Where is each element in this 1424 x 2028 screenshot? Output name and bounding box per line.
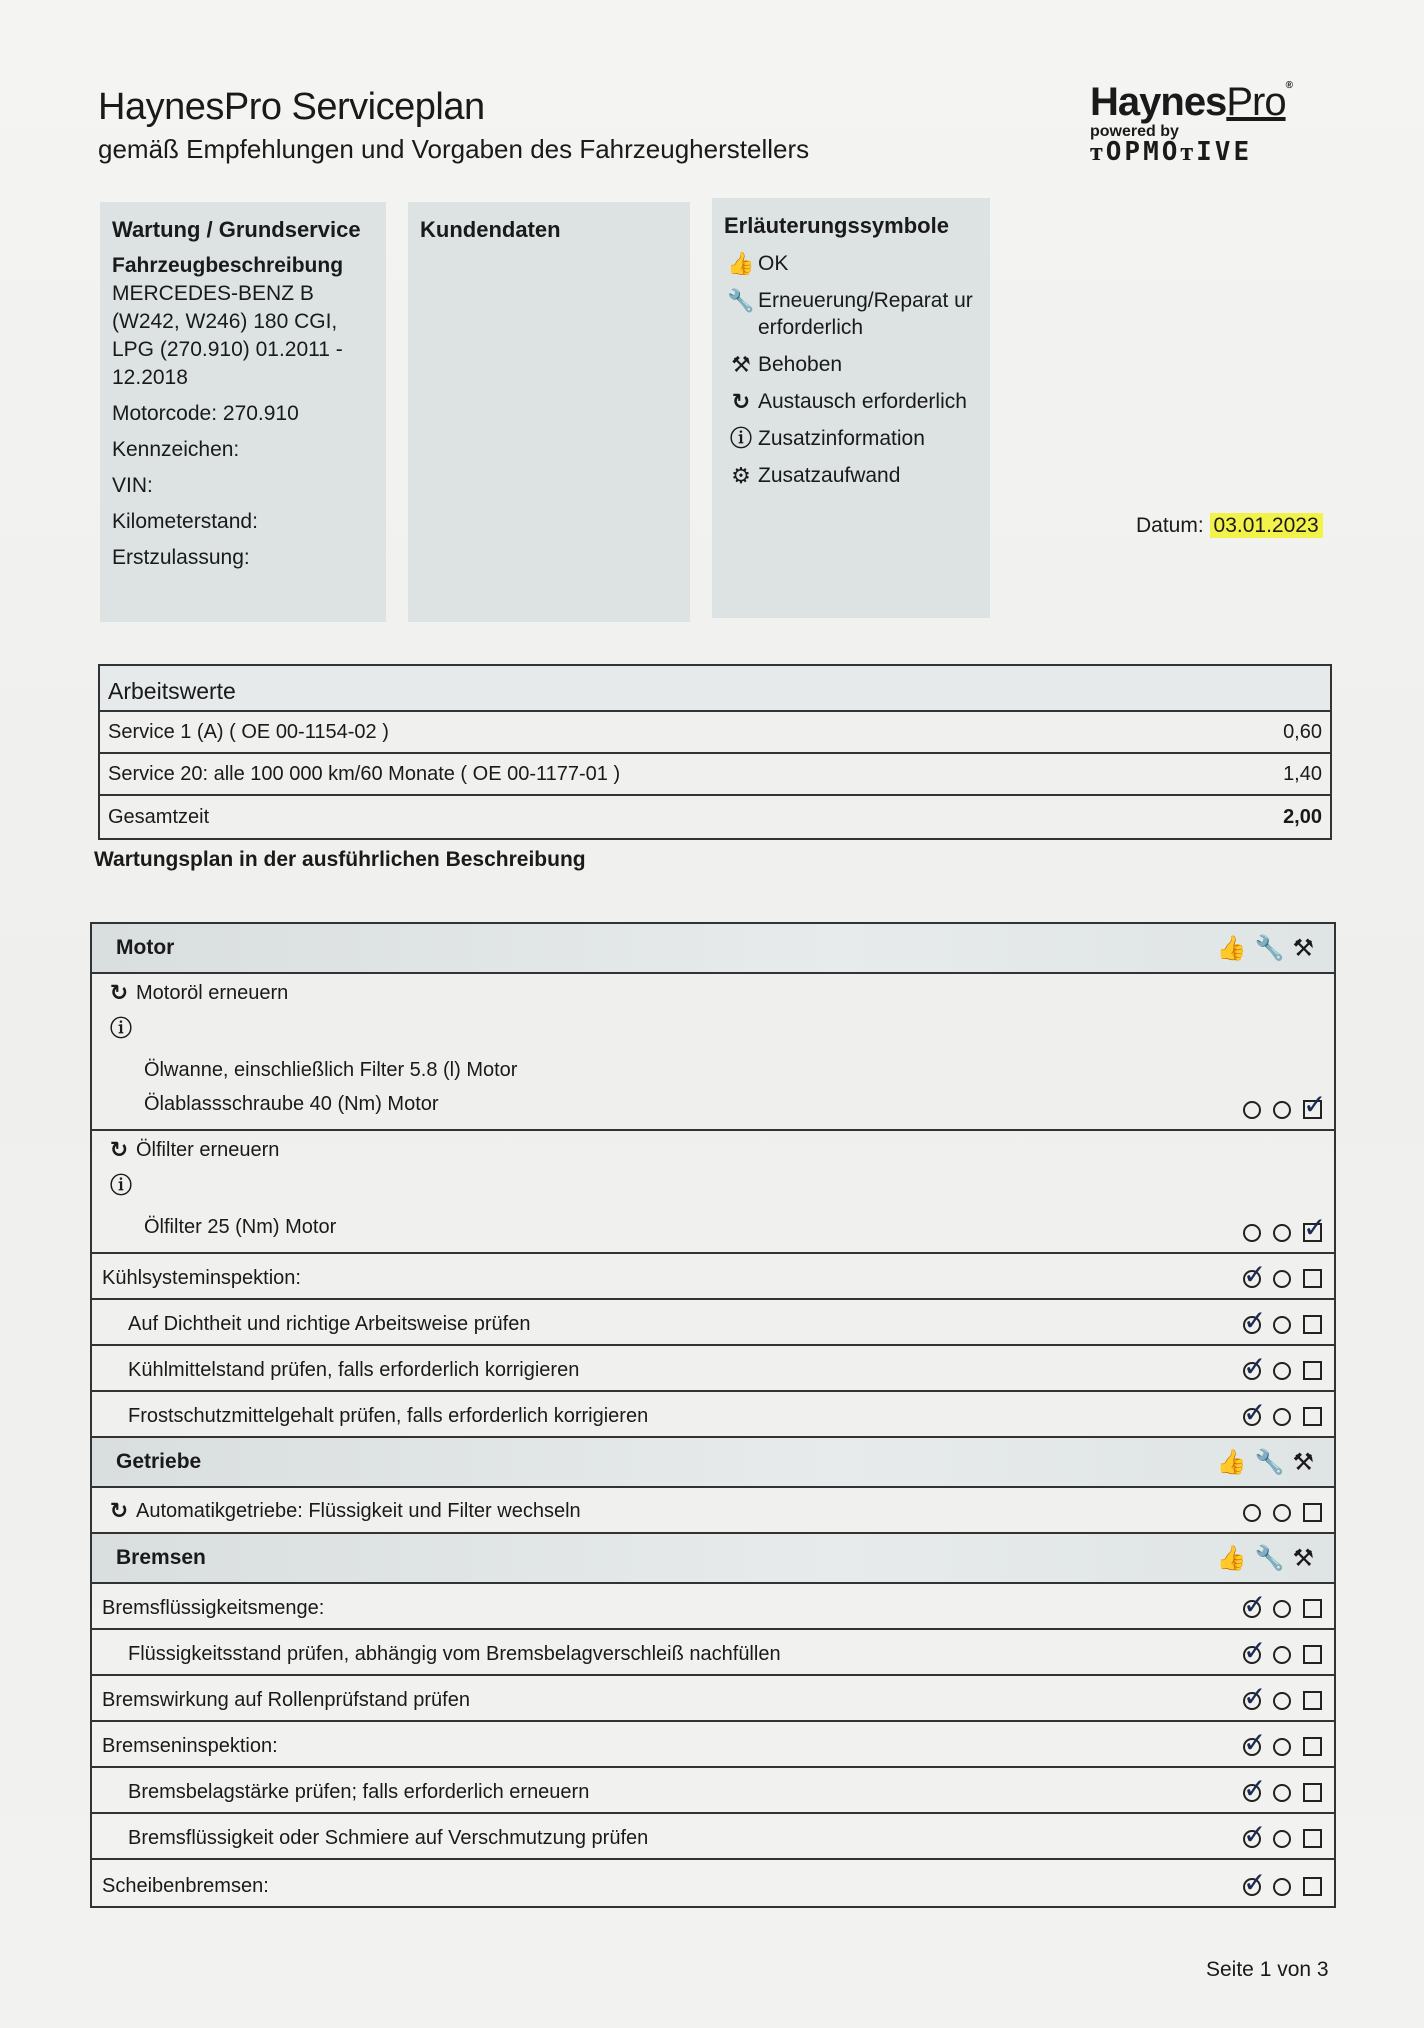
fixed-checkbox[interactable] bbox=[1303, 1315, 1322, 1334]
info-icon: ⓘ bbox=[110, 1016, 133, 1041]
status-header-icons: 👍🔧⚒ bbox=[1216, 1544, 1322, 1572]
status-marks bbox=[1243, 1783, 1322, 1804]
repair-radio[interactable] bbox=[1273, 1692, 1291, 1710]
info-icon: ⓘ bbox=[110, 1173, 133, 1198]
list-item: Bremsflüssigkeit oder Schmiere auf Verschmutzung prüfen ✓ bbox=[92, 1814, 1334, 1860]
list-item: ↻ Motoröl erneuern ⓘ Ölwanne, einschließlich Filter 5.8 (l) Motor Ölablassschraube 40 (Nm) Motor ✓ bbox=[92, 974, 1334, 1131]
list-item: Bremswirkung auf Rollenprüfstand prüfen ✓ bbox=[92, 1676, 1334, 1722]
legend-ok: 👍 OK bbox=[724, 250, 978, 277]
repair-radio[interactable] bbox=[1273, 1362, 1291, 1380]
ok-radio[interactable] bbox=[1243, 1738, 1261, 1756]
list-item: ↻ Ölfilter erneuern ⓘ Ölfilter 25 (Nm) Motor ✓ bbox=[92, 1131, 1334, 1254]
fixed-checkbox[interactable] bbox=[1303, 1783, 1322, 1802]
repair-radio[interactable] bbox=[1273, 1408, 1291, 1426]
section-motor: Motor 👍🔧⚒ bbox=[92, 924, 1334, 974]
legend-fixed: ⚒ Behoben bbox=[724, 351, 978, 378]
list-item: Kühlmittelstand prüfen, falls erforderlich korrigieren ✓ bbox=[92, 1346, 1334, 1392]
date-label: Datum: bbox=[1136, 514, 1204, 537]
date bbox=[1136, 514, 1323, 538]
repair-radio[interactable] bbox=[1273, 1270, 1291, 1288]
fixed-checkbox[interactable] bbox=[1303, 1223, 1322, 1242]
section-bremsen: Bremsen 👍🔧⚒ bbox=[92, 1534, 1334, 1584]
wrench-icon: 🔧 bbox=[727, 288, 755, 313]
fixed-checkbox[interactable] bbox=[1303, 1407, 1322, 1426]
legend-extra: ⚙ Zusatzaufwand bbox=[724, 462, 978, 489]
ok-radio[interactable] bbox=[1243, 1408, 1261, 1426]
status-marks bbox=[1243, 1361, 1322, 1382]
maintenance-plan bbox=[90, 922, 1336, 1908]
legend-panel bbox=[712, 198, 990, 618]
status-marks bbox=[1243, 1737, 1322, 1758]
status-marks bbox=[1243, 1645, 1322, 1666]
list-item: Frostschutzmittelgehalt prüfen, falls erforderlich korrigieren ✓ bbox=[92, 1392, 1334, 1438]
service-type: Wartung / Grundservice bbox=[112, 217, 361, 242]
ok-radio[interactable] bbox=[1243, 1646, 1261, 1664]
plan-title: Wartungsplan in der ausführlichen Beschreibung bbox=[94, 848, 586, 871]
fixed-checkbox[interactable] bbox=[1303, 1691, 1322, 1710]
status-marks bbox=[1243, 1407, 1322, 1428]
fixed-checkbox[interactable] bbox=[1303, 1645, 1322, 1664]
status-marks bbox=[1243, 1223, 1322, 1244]
arbeitswerte-table bbox=[98, 664, 1332, 840]
status-header-icons: 👍🔧⚒ bbox=[1216, 1448, 1322, 1476]
repair-radio[interactable] bbox=[1273, 1504, 1291, 1522]
legend-info: ⓘ Zusatzinformation bbox=[724, 425, 978, 452]
repair-radio[interactable] bbox=[1273, 1600, 1291, 1618]
motorcode: Motorcode: 270.910 bbox=[112, 402, 299, 425]
ok-radio[interactable] bbox=[1243, 1830, 1261, 1848]
repair-radio[interactable] bbox=[1273, 1646, 1291, 1664]
ok-radio[interactable] bbox=[1243, 1316, 1261, 1334]
logo-powered-by: powered by bbox=[1090, 123, 1179, 140]
table-row: Gesamtzeit 2,00 bbox=[108, 805, 1322, 828]
fixed-checkbox[interactable] bbox=[1303, 1877, 1322, 1896]
status-marks bbox=[1243, 1691, 1322, 1712]
fixed-checkbox[interactable] bbox=[1303, 1737, 1322, 1756]
wrench-fixed-icon: ⚒ bbox=[731, 352, 751, 377]
replace-icon: ↻ bbox=[109, 1498, 129, 1523]
status-header-icons: 👍🔧⚒ bbox=[1216, 934, 1322, 962]
repair-radio[interactable] bbox=[1273, 1316, 1291, 1334]
replace-icon: ↻ bbox=[109, 980, 129, 1005]
list-item: Kühlsysteminspektion: ✓ bbox=[92, 1254, 1334, 1300]
extra-effort-icon: ⚙ bbox=[731, 463, 751, 488]
ok-radio[interactable] bbox=[1243, 1362, 1261, 1380]
repair-radio[interactable] bbox=[1273, 1101, 1291, 1119]
fixed-checkbox[interactable] bbox=[1303, 1100, 1322, 1119]
vin: VIN: bbox=[112, 474, 153, 497]
status-marks bbox=[1243, 1315, 1322, 1336]
status-marks bbox=[1243, 1269, 1322, 1290]
legend-replace: ↻ Austausch erforderlich bbox=[724, 388, 978, 415]
thumbs-up-icon: 👍 bbox=[727, 251, 755, 276]
ok-radio[interactable] bbox=[1243, 1504, 1261, 1522]
ok-radio[interactable] bbox=[1243, 1224, 1261, 1242]
kilometerstand: Kilometerstand: bbox=[112, 510, 258, 533]
arbeitswerte-title: Arbeitswerte bbox=[100, 666, 1330, 712]
logo-wordmark: HaynesPro® bbox=[1090, 80, 1292, 124]
status-marks bbox=[1243, 1503, 1322, 1524]
status-marks bbox=[1243, 1829, 1322, 1850]
kennzeichen: Kennzeichen: bbox=[112, 438, 240, 461]
list-item: Flüssigkeitsstand prüfen, abhängig vom Bremsbelagverschleiß nachfüllen ✓ bbox=[92, 1630, 1334, 1676]
info-icon: ⓘ bbox=[729, 426, 752, 451]
fixed-checkbox[interactable] bbox=[1303, 1269, 1322, 1288]
fixed-checkbox[interactable] bbox=[1303, 1829, 1322, 1848]
legend-title: Erläuterungssymbole bbox=[724, 213, 949, 238]
ok-radio[interactable] bbox=[1243, 1101, 1261, 1119]
ok-radio[interactable] bbox=[1243, 1692, 1261, 1710]
vehicle-panel bbox=[100, 202, 386, 622]
haynespro-logo bbox=[1090, 80, 1310, 167]
page-subtitle: gemäß Empfehlungen und Vorgaben des Fahrzeugherstellers bbox=[98, 134, 810, 164]
repair-radio[interactable] bbox=[1273, 1784, 1291, 1802]
vehicle-desc-title: Fahrzeugbeschreibung bbox=[112, 254, 344, 277]
list-item: Bremsbelagstärke prüfen; falls erforderlich erneuern ✓ bbox=[92, 1768, 1334, 1814]
ok-radio[interactable] bbox=[1243, 1784, 1261, 1802]
repair-radio[interactable] bbox=[1273, 1830, 1291, 1848]
list-item: Scheibenbremsen: ✓ bbox=[92, 1860, 1334, 1906]
table-row: Service 20: alle 100 000 km/60 Monate ( OE 00-1177-01 ) 1,40 bbox=[100, 754, 1330, 796]
customer-title: Kundendaten bbox=[420, 217, 561, 242]
list-item: Auf Dichtheit und richtige Arbeitsweise prüfen ✓ bbox=[92, 1300, 1334, 1346]
logo-topmotive: ᴛOPMOᴛIVE bbox=[1090, 137, 1253, 167]
replace-icon: ↻ bbox=[731, 389, 751, 414]
fixed-checkbox[interactable] bbox=[1303, 1599, 1322, 1618]
status-marks bbox=[1243, 1599, 1322, 1620]
repair-radio[interactable] bbox=[1273, 1878, 1291, 1896]
customer-panel bbox=[408, 202, 690, 622]
status-marks bbox=[1243, 1877, 1322, 1898]
replace-icon: ↻ bbox=[109, 1137, 129, 1162]
table-row: Service 1 (A) ( OE 00-1154-02 ) 0,60 bbox=[100, 712, 1330, 754]
erstzulassung: Erstzulassung: bbox=[112, 546, 250, 569]
fixed-checkbox[interactable] bbox=[1303, 1503, 1322, 1522]
page-title: HaynesPro Serviceplan bbox=[98, 86, 485, 128]
status-marks bbox=[1243, 1100, 1322, 1121]
list-item: ↻ Automatikgetriebe: Flüssigkeit und Filter wechseln bbox=[92, 1488, 1334, 1534]
list-item: Bremseninspektion: ✓ bbox=[92, 1722, 1334, 1768]
ok-radio[interactable] bbox=[1243, 1270, 1261, 1288]
legend-repair: 🔧 Erneuerung/Reparat ur erforderlich bbox=[724, 287, 978, 341]
ok-radio[interactable] bbox=[1243, 1600, 1261, 1618]
date-value: 03.01.2023 bbox=[1210, 513, 1323, 538]
page-number: Seite 1 von 3 bbox=[1206, 1958, 1329, 1981]
repair-radio[interactable] bbox=[1273, 1224, 1291, 1242]
fixed-checkbox[interactable] bbox=[1303, 1361, 1322, 1380]
repair-radio[interactable] bbox=[1273, 1738, 1291, 1756]
vehicle-desc: MERCEDES-BENZ B (W242, W246) 180 CGI, LPG (270.910) 01.2011 - 12.2018 bbox=[112, 282, 343, 389]
ok-radio[interactable] bbox=[1243, 1878, 1261, 1896]
section-getriebe: Getriebe 👍🔧⚒ bbox=[92, 1438, 1334, 1488]
list-item: Bremsflüssigkeitsmenge: ✓ bbox=[92, 1584, 1334, 1630]
